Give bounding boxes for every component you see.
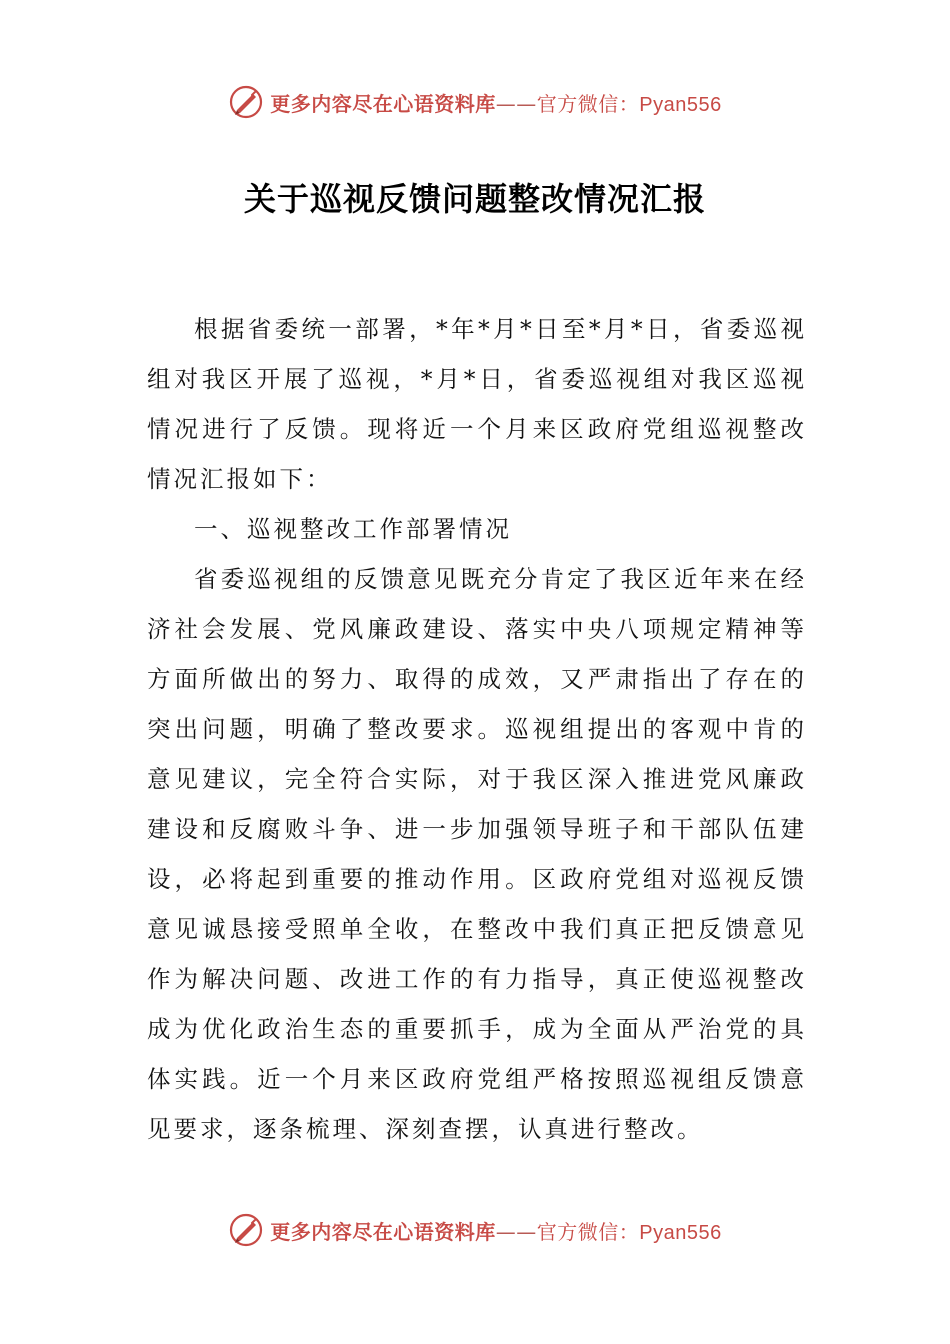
footer-banner [0, 1210, 950, 1250]
banner-separator: —— [495, 1219, 537, 1244]
banner-separator: —— [495, 91, 537, 116]
banner-wechat-label: 官方微信： [536, 91, 640, 116]
banner-text [270, 88, 721, 117]
header-banner [0, 82, 950, 122]
pen-logo-icon [228, 84, 264, 120]
banner-wechat-id: Pyan556 [639, 1221, 722, 1244]
paragraph-section-1: 省委巡视组的反馈意见既充分肯定了我区近年来在经济社会发展、党风廉政建设、落实中央八项规定精神等方面所做出的努力、取得的成效，又严肃指出了存在的突出问题，明确了整改要求。巡视组提出的客观中肯的意见建议，完全符合实际，对于我区深入推进党风廉政建设和反腐败斗争、进一步加强领导班子和干部队伍建设，必将起到重要的推动作用。区政府党组对巡视反馈意见诚恳接受照单全收，在整改中我们真正把反馈意见作为解决问题、改进工作的有力指导，真正使巡视整改成为优化政治生态的重要抓手，成为全面从严治党的具体实践。近一个月来区政府党组严格按照巡视组反馈意见要求，逐条梳理、深刻查摆，认真进行整改。 [147, 565, 807, 1143]
banner-wechat-id: Pyan556 [639, 93, 722, 116]
pen-logo-icon [228, 1212, 264, 1248]
banner-text [270, 1216, 721, 1245]
banner-brand: 更多内容尽在心语资料库 [270, 1219, 496, 1244]
banner-brand: 更多内容尽在心语资料库 [270, 91, 496, 116]
banner-wechat-label: 官方微信： [536, 1219, 640, 1244]
section-heading: 一、巡视整改工作部署情况 [194, 515, 512, 543]
paragraph-intro: 根据省委统一部署，*年*月*日至*月*日，省委巡视组对我区开展了巡视，*月*日，省委巡视组对我区巡视情况进行了反馈。现将近一个月来区政府党组巡视整改情况汇报如下： [147, 315, 807, 493]
document-body [147, 304, 807, 1154]
document-title: 关于巡视反馈问题整改情况汇报 [243, 180, 706, 218]
